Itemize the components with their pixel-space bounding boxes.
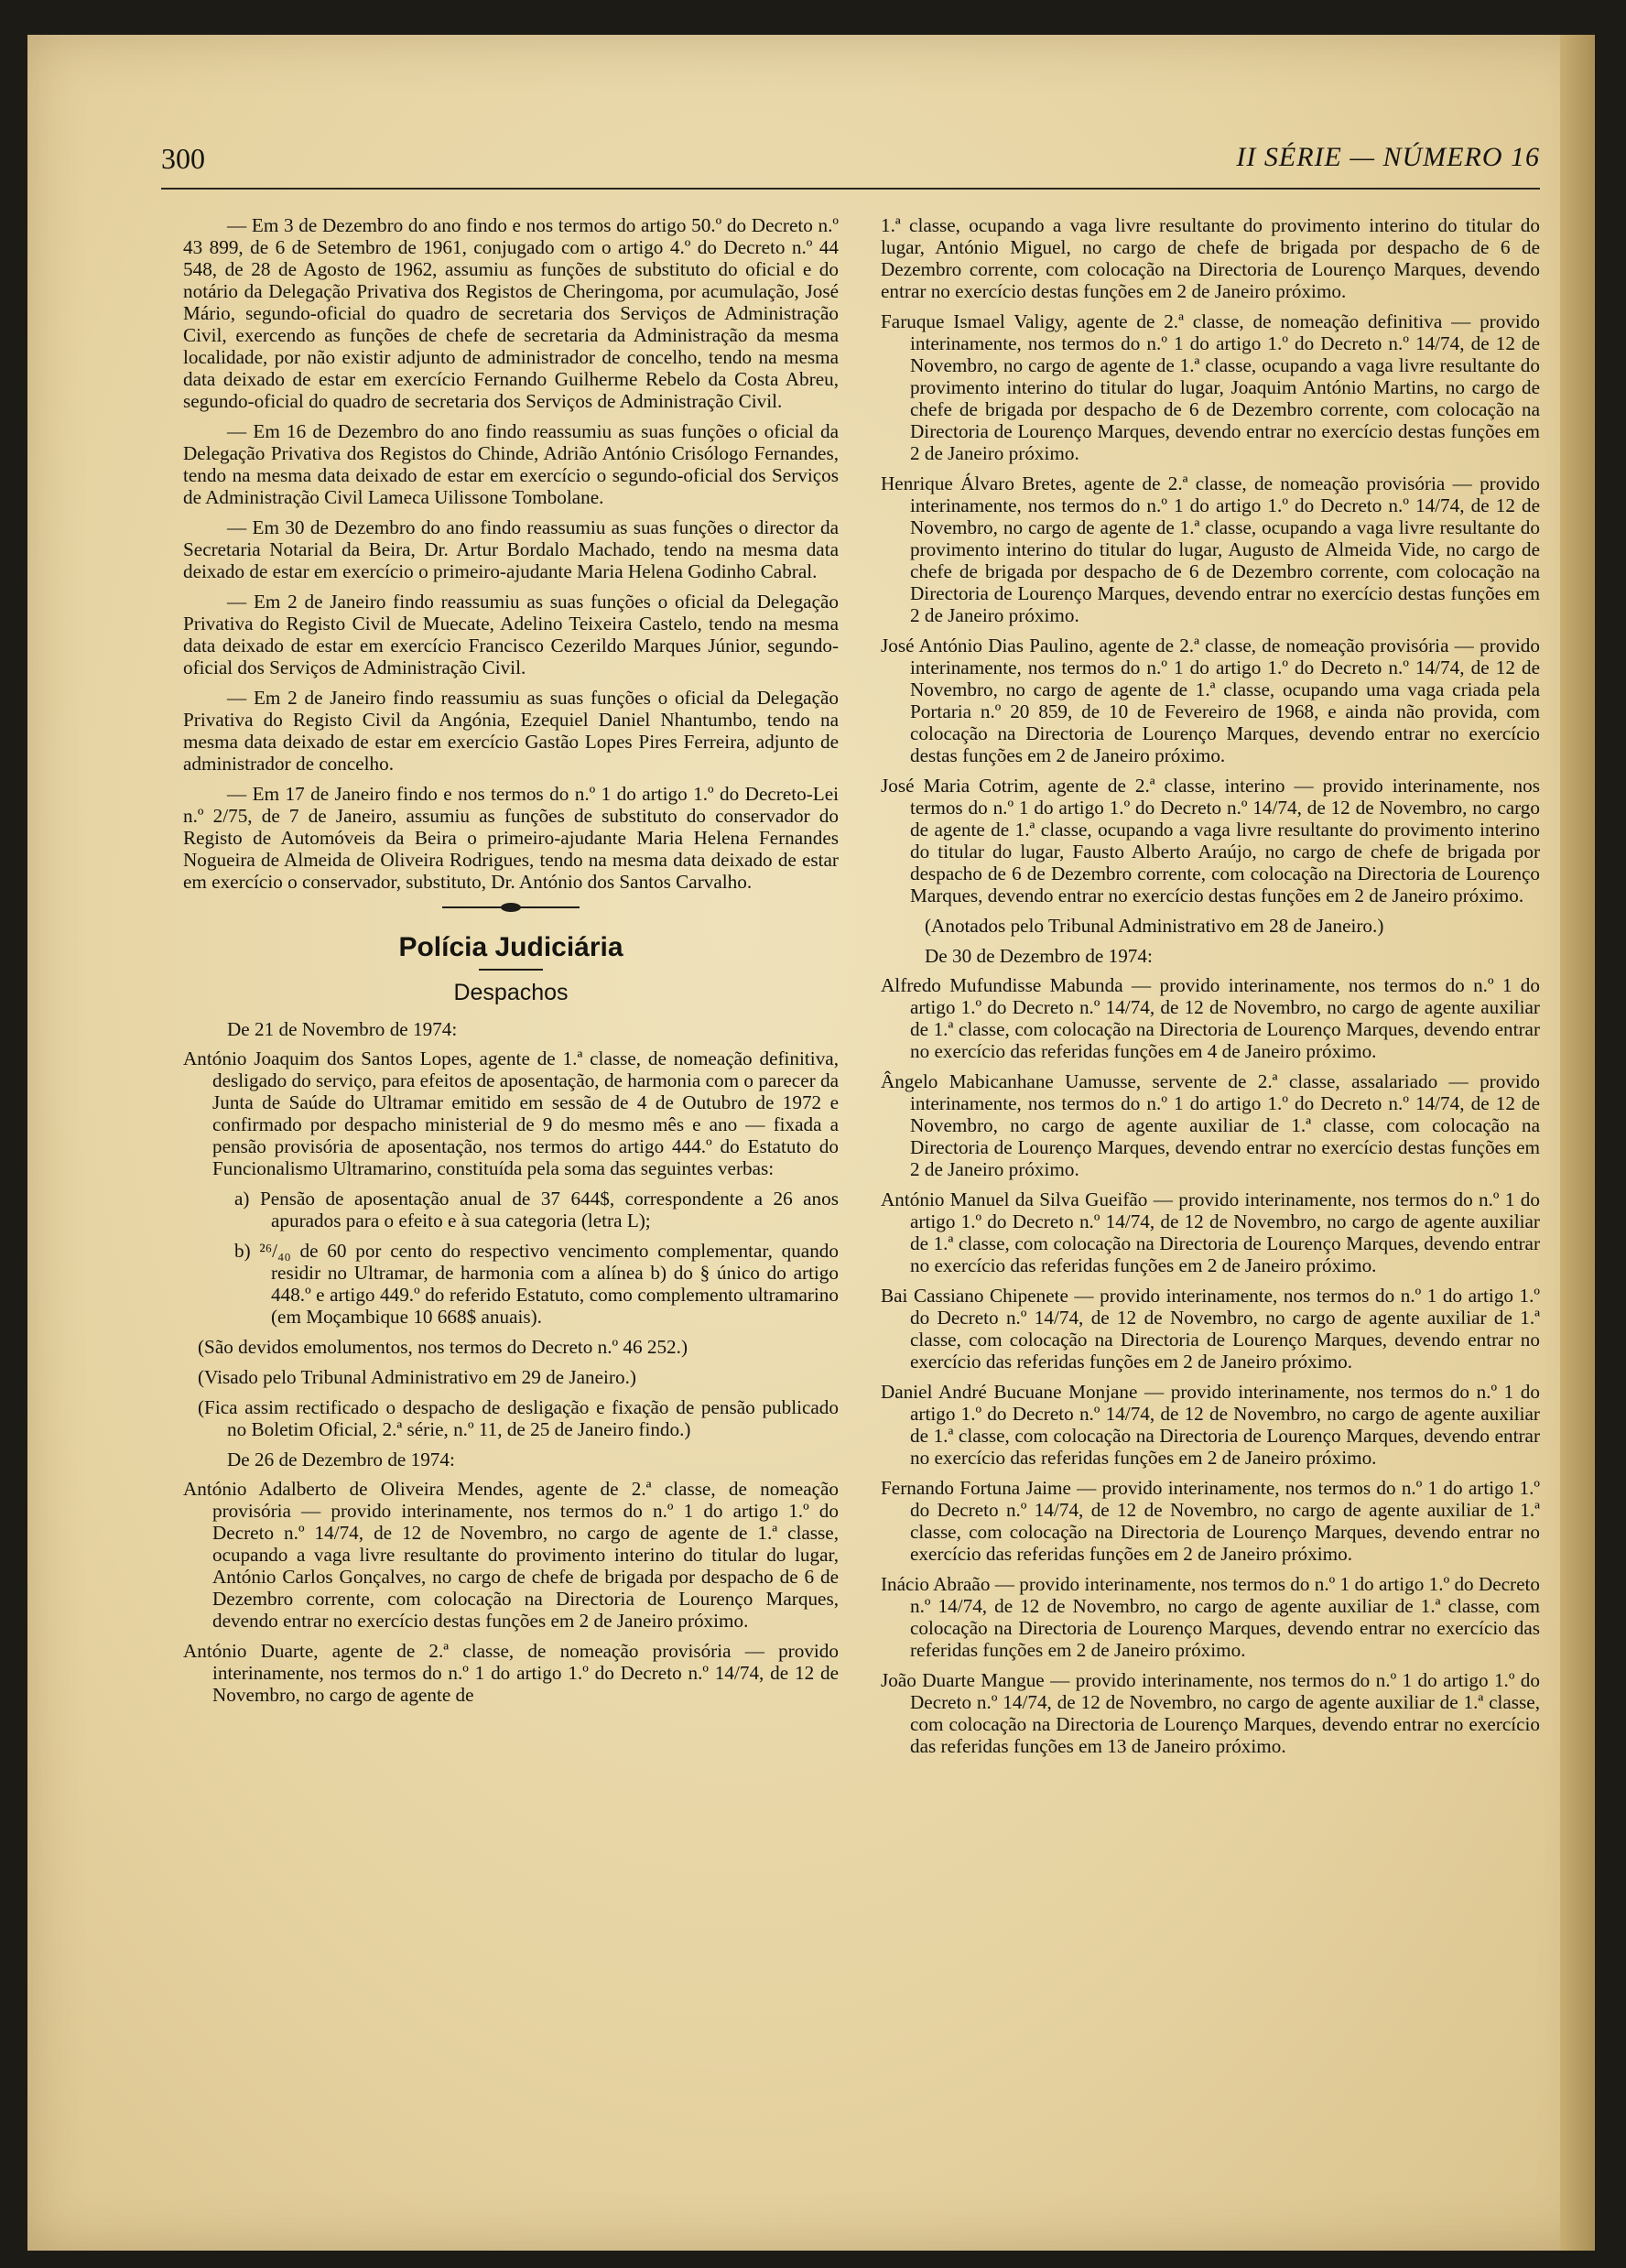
despacho-entry: José Maria Cotrim, agente de 2.ª classe, interino — provido interinamente, nos termos do n.º 1 do artigo 1.º do Decreto n.º 14/74, de 12 de Novembro, no cargo de agente de 1.ª classe, ocupando a vaga livre resultante do provimento interino do titular do lugar, Fausto Alberto Araújo, no cargo de chefe de brigada por despacho de 6 de Dezembro corrente, com colocação na Directoria de Lourenço Marques, devendo entrar no exercício destas funções em 2 de Janeiro próximo. [881,775,1540,906]
note: (Fica assim rectificado o despacho de desligação e fixação de pensão publicado no Boletim Oficial, 2.ª série, n.º 11, de 25 de Janeiro findo.) [198,1396,839,1440]
despacho-entry: António Adalberto de Oliveira Mendes, agente de 2.ª classe, de nomeação provisória — provido interinamente, nos termos do n.º 1 do artigo 1.º do Decreto n.º 14/74, de 12 de Novembro, no cargo de agente de 1.ª classe, ocupando a vaga livre resultante do provimento interino do titular do lugar, António Carlos Gonçalves, no cargo de chefe de brigada por despacho de 6 de Dezembro corrente, com colocação na Directoria de Lourenço Marques, devendo entrar no exercício destas funções em 2 de Janeiro próximo. [183,1478,839,1632]
paragraph: — Em 3 de Dezembro do ano findo e nos termos do artigo 50.º do Decreto n.º 43 899, de 6 de Setembro de 1961, conjugado com o artigo 4.º do Decreto n.º 44 548, de 28 de Agosto de 1962, assumiu as funções de substituto do oficial e do notário da Delegação Privativa dos Registos de Cheringoma, por acumulação, José Mário, segundo-oficial do quadro de secretaria dos Serviços de Administração Civil, exercendo as funções de chefe de secretaria da Administração da mesma localidade, por não existir adjunto de administrador de concelho, tendo na mesma data deixado de estar em exercício Fernando Guilherme Rebelo da Costa Abreu, segundo-oficial do quadro de secretaria dos Serviços de Administração Civil. [183,214,839,412]
despacho-entry: Ângelo Mabicanhane Uamusse, servente de 2.ª classe, assalariado — provido interinamente, nos termos do n.º 1 do artigo 1.º do Decreto n.º 14/74, de 12 de Novembro, no cargo de agente auxiliar de 1.ª classe, com colocação na Directoria de Lourenço Marques, devendo entrar no exercício destas funções em 2 de Janeiro próximo. [881,1070,1540,1180]
despacho-entry: José António Dias Paulino, agente de 2.ª classe, de nomeação provisória — provido interinamente, nos termos do n.º 1 do artigo 1.º do Decreto n.º 14/74, de 12 de Novembro, no cargo de agente de 1.ª classe, ocupando uma vaga criada pela Portaria n.º 20 859, de 10 de Fevereiro de 1968, e ainda não provida, com colocação na Directoria de Lourenço Marques, devendo entrar no exercício destas funções em 2 de Janeiro próximo. [881,635,1540,766]
paragraph: — Em 2 de Janeiro findo reassumiu as suas funções o oficial da Delegação Privativa do Registo Civil de Muecate, Adelino Teixeira Castelo, tendo na mesma data deixado de estar em exercício Francisco Cezerildo Marques Júnior, segundo-oficial dos Serviços de Administração Civil. [183,591,839,678]
despacho-entry: Bai Cassiano Chipenete — provido interinamente, nos termos do n.º 1 do artigo 1.º do Decreto n.º 14/74, de 12 de Novembro, no cargo de agente auxiliar de 1.ª classe, com colocação na Directoria de Lourenço Marques, devendo entrar no exercício das referidas funções em 2 de Janeiro próximo. [881,1285,1540,1373]
section-subtitle: Despachos [453,980,569,1005]
sub-item: b) ²⁶/₄₀ de 60 por cento do respectivo vencimento complementar, quando residir no Ultramar, de harmonia com a alínea b) do § único do artigo 448.º e artigo 449.º do referido Estatuto, como complemento ultramarino (em Moçambique 10 668$ anuais). [234,1240,839,1328]
paragraph: — Em 2 de Janeiro findo reassumiu as suas funções o oficial da Delegação Privativa do Registo Civil da Angónia, Ezequiel Daniel Nhantumbo, tendo na mesma data deixado de estar em exercício Gastão Lopes Pires Ferreira, adjunto de administrador de concelho. [183,687,839,775]
despacho-entry: Inácio Abraão — provido interinamente, nos termos do n.º 1 do artigo 1.º do Decreto n.º 14/74, de 12 de Novembro, no cargo de agente auxiliar de 1.ª classe, com colocação na Directoria de Lourenço Marques, devendo entrar no exercício das referidas funções em 2 de Janeiro próximo. [881,1573,1540,1661]
page-number: 300 [161,142,205,175]
date-heading: De 30 de Dezembro de 1974: [925,945,1153,967]
despacho-entry: Fernando Fortuna Jaime — provido interinamente, nos termos do n.º 1 do artigo 1.º do Decreto n.º 14/74, de 12 de Novembro, no cargo de agente auxiliar de 1.ª classe, com colocação na Directoria de Lourenço Marques, devendo entrar no exercício das referidas funções em 2 de Janeiro próximo. [881,1477,1540,1565]
despacho-entry: António Duarte, agente de 2.ª classe, de nomeação provisória — provido interinamente, nos termos do n.º 1 do artigo 1.º do Decreto n.º 14/74, de 12 de Novembro, no cargo de agente de [183,1640,839,1706]
right-column [881,214,1540,1765]
sub-item: a) Pensão de aposentação anual de 37 644$, correspondente a 26 anos apurados para o efeito e à sua categoria (letra L); [234,1188,839,1232]
date-heading: De 26 de Dezembro de 1974: [227,1449,455,1470]
document-page [27,35,1595,2251]
despacho-entry: 1.ª classe, ocupando a vaga livre resultante do provimento interino do titular do lugar, António Miguel, no cargo de chefe de brigada por despacho de 6 de Dezembro corrente, com colocação na Directoria de Lourenço Marques, devendo entrar no exercício destas funções em 2 de Janeiro próximo. [881,214,1540,302]
left-column [183,214,839,1714]
despacho-entry: Faruque Ismael Valigy, agente de 2.ª classe, de nomeação definitiva — provido interinamente, nos termos do n.º 1 do artigo 1.º do Decreto n.º 14/74, de 12 de Novembro, no cargo de agente de 1.ª classe, ocupando a vaga livre resultante do provimento interino do titular do lugar, Joaquim António Martins, no cargo de chefe de brigada por despacho de 6 de Dezembro corrente, com colocação na Directoria de Lourenço Marques, devendo entrar no exercício destas funções em 2 de Janeiro próximo. [881,310,1540,464]
despacho-entry: António Manuel da Silva Gueifão — provido interinamente, nos termos do n.º 1 do artigo 1.º do Decreto n.º 14/74, de 12 de Novembro, no cargo de agente auxiliar de 1.ª classe, com colocação na Directoria de Lourenço Marques, devendo entrar no exercício das referidas funções em 2 de Janeiro próximo. [881,1188,1540,1276]
section-title: Polícia Judiciária [398,932,623,962]
despacho-entry: Henrique Álvaro Bretes, agente de 2.ª classe, de nomeação provisória — provido interinamente, nos termos do n.º 1 do artigo 1.º do Decreto n.º 14/74, de 12 de Novembro, no cargo de agente de 1.ª classe, ocupando a vaga livre resultante do provimento interino do titular do lugar, Augusto de Almeida Vide, no cargo de chefe de brigada por despacho de 6 de Dezembro corrente, com colocação na Directoria de Lourenço Marques, devendo entrar no exercício destas funções em 2 de Janeiro próximo. [881,472,1540,626]
note: (São devidos emolumentos, nos termos do Decreto n.º 46 252.) [198,1336,688,1358]
divider [479,969,543,971]
paragraph: — Em 17 de Janeiro findo e nos termos do n.º 1 do artigo 1.º do Decreto-Lei n.º 2/75, de 7 de Janeiro, assumiu as funções de substituto do conservador do Registo de Automóveis da Beira o primeiro-ajudante Maria Helena Fernandes Nogueira de Almeida de Oliveira Rodrigues, tendo na mesma data deixado de estar em exercício o conservador, substituto, Dr. António dos Santos Carvalho. [183,783,839,893]
despacho-entry: Alfredo Mufundisse Mabunda — provido interinamente, nos termos do n.º 1 do artigo 1.º do Decreto n.º 14/74, de 12 de Novembro, no cargo de agente auxiliar de 1.ª classe, com colocação na Directoria de Lourenço Marques, devendo entrar no exercício das referidas funções em 4 de Janeiro próximo. [881,974,1540,1062]
despacho-entry: António Joaquim dos Santos Lopes, agente de 1.ª classe, de nomeação definitiva, desligado do serviço, para efeitos de aposentação, de harmonia com o parecer da Junta de Saúde do Ultramar emitido em sessão de 4 de Outubro de 1972 e confirmado por despacho ministerial de 9 do mesmo mês e ano — fixada a pensão provisória de aposentação, nos termos do artigo 444.º do Estatuto do Funcionalismo Ultramarino, constituída pela soma das seguintes verbas: [183,1047,839,1179]
page-header [161,142,1540,190]
despacho-entry: Daniel André Bucuane Monjane — provido interinamente, nos termos do n.º 1 do artigo 1.º do Decreto n.º 14/74, de 12 de Novembro, no cargo de agente auxiliar de 1.ª classe, com colocação na Directoria de Lourenço Marques, devendo entrar no exercício das referidas funções em 2 de Janeiro próximo. [881,1381,1540,1469]
note: (Anotados pelo Tribunal Administrativo em 28 de Janeiro.) [925,915,1384,937]
paragraph: — Em 16 de Dezembro do ano findo reassumiu as suas funções o oficial da Delegação Privativa dos Registos do Chinde, Adrião António Crisólogo Fernandes, tendo na mesma data deixado de estar em exercício o segundo-oficial dos Serviços de Administração Civil Lameca Uilissone Tombolane. [183,420,839,508]
paragraph: — Em 30 de Dezembro do ano findo reassumiu as suas funções o director da Secretaria Notarial da Beira, Dr. Artur Bordalo Machado, tendo na mesma data deixado de estar em exercício o primeiro-ajudante Maria Helena Godinho Cabral. [183,516,839,582]
note: (Visado pelo Tribunal Administrativo em 29 de Janeiro.) [198,1366,636,1388]
date-heading: De 21 de Novembro de 1974: [227,1018,458,1040]
ornamental-divider [442,901,580,914]
series-number: II SÉRIE — NÚMERO 16 [1236,142,1540,172]
page-edge [1560,35,1595,2251]
despacho-entry: João Duarte Mangue — provido interinamente, nos termos do n.º 1 do artigo 1.º do Decreto n.º 14/74, de 12 de Novembro, no cargo de agente auxiliar de 1.ª classe, com colocação na Directoria de Lourenço Marques, devendo entrar no exercício das referidas funções em 13 de Janeiro próximo. [881,1669,1540,1757]
